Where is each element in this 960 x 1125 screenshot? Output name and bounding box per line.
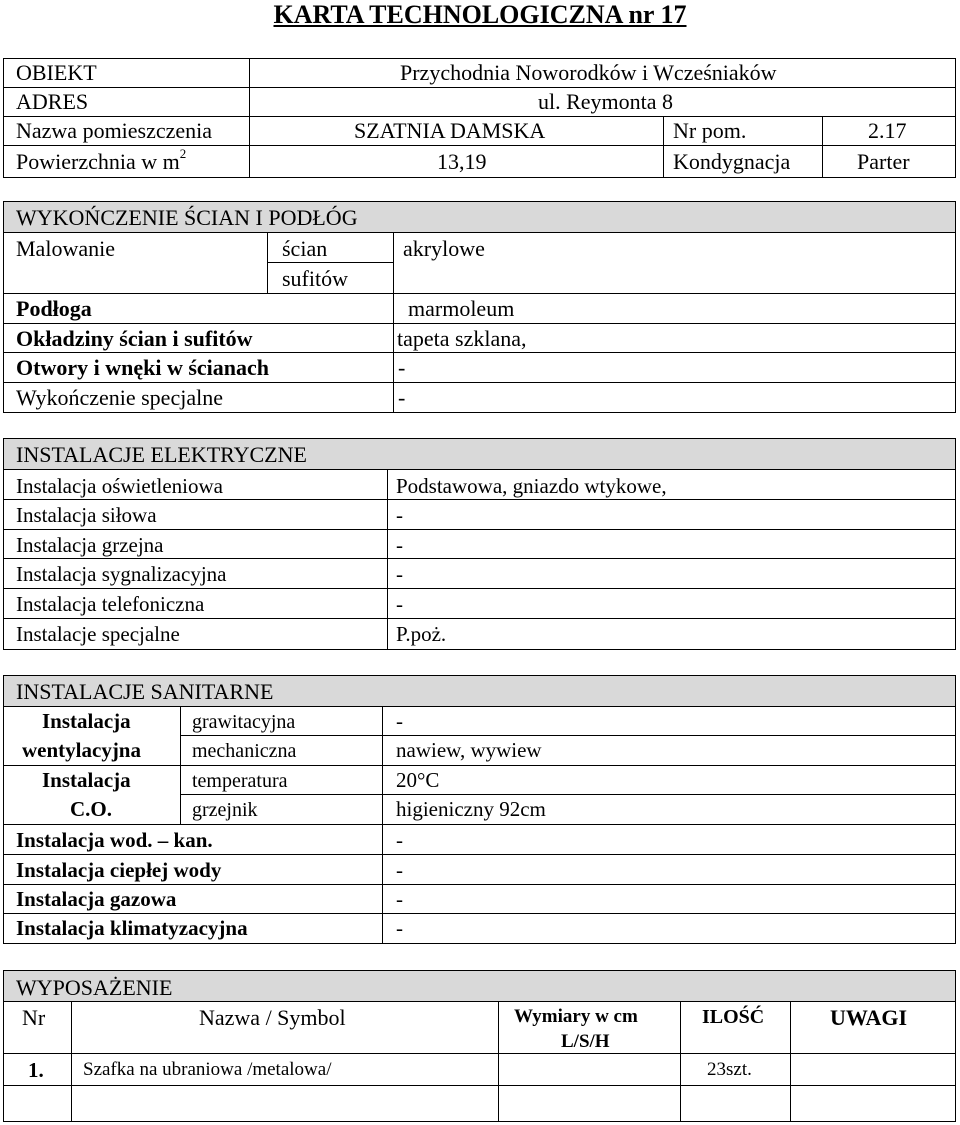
malowanie-sufitow: sufitów <box>282 266 348 291</box>
sanitarne-header: INSTALACJE SANITARNE <box>16 679 274 704</box>
elektryczne-row-value: - <box>396 503 403 527</box>
temperatura-label: temperatura <box>192 770 288 792</box>
powierzchnia-value: 13,19 <box>437 149 487 174</box>
elektryczne-row-value: - <box>396 592 403 616</box>
okladziny-label: Okładziny ścian i sufitów <box>16 326 253 351</box>
nazwa-pomieszczenia-label: Nazwa pomieszczenia <box>16 118 213 143</box>
kondygnacja-label: Kondygnacja <box>673 149 791 174</box>
elektryczne-header: INSTALACJE ELEKTRYCZNE <box>16 442 307 467</box>
grawitacyjna-value: - <box>396 709 403 733</box>
sanitarne-row-label: Instalacja klimatyzacyjna <box>16 916 248 940</box>
wentylacja-label: Instalacja <box>42 709 131 733</box>
wyposazenie-header: WYPOSAŻENIE <box>16 975 173 1000</box>
item-ilosc: 23szt. <box>707 1059 752 1080</box>
malowanie-scian: ścian <box>282 236 328 261</box>
obiekt-value: Przychodnia Noworodków i Wcześniaków <box>400 60 777 85</box>
podloga-label: Podłoga <box>16 296 92 321</box>
adres-value: ul. Reymonta 8 <box>538 89 674 114</box>
item-nazwa: Szafka na ubraniowa /metalowa/ <box>83 1059 332 1080</box>
otwory-label: Otwory i wnęki w ścianach <box>16 355 269 380</box>
elektryczne-row-value: - <box>396 562 403 586</box>
wykonczenie-specjalne-label: Wykończenie specjalne <box>16 385 223 410</box>
elektryczne-row-value: Podstawowa, gniazdo wtykowe, <box>396 474 667 498</box>
grawitacyjna-label: grawitacyjna <box>192 711 296 733</box>
temperatura-value: 20°C <box>396 768 440 792</box>
mechaniczna-label: mechaniczna <box>192 740 297 762</box>
item-nr: 1. <box>28 1058 44 1082</box>
mechaniczna-value: nawiew, wywiew <box>396 738 542 762</box>
malowanie-label: Malowanie <box>16 236 115 261</box>
sanitarne-row-label: Instalacja gazowa <box>16 887 177 911</box>
grzejnik-value: higieniczny 92cm <box>396 797 546 821</box>
sanitarne-row-value: - <box>396 887 403 911</box>
okladziny-value: tapeta szklana, <box>397 326 527 351</box>
malowanie-value: akrylowe <box>403 236 485 261</box>
wentylacja-label: wentylacyjna <box>22 738 141 762</box>
col-nr-header: Nr <box>22 1005 46 1030</box>
col-wymiary-header: Wymiary w cm <box>514 1006 638 1027</box>
wykonczenie-header: WYKOŃCZENIE ŚCIAN I PODŁÓG <box>16 205 358 230</box>
powierzchnia-label: Powierzchnia w $m^2$ <box>16 146 187 174</box>
otwory-value: - <box>398 355 406 380</box>
col-uwagi-header: UWAGI <box>830 1005 908 1030</box>
elektryczne-row-label: Instalacje specjalne <box>16 622 180 646</box>
co-label: Instalacja <box>42 768 131 792</box>
nr-pom-label: Nr pom. <box>673 118 747 143</box>
col-wymiary-header: L/S/H <box>561 1031 610 1052</box>
elektryczne-row-label: Instalacja grzejna <box>16 533 164 557</box>
elektryczne-row-value: P.poż. <box>396 622 447 646</box>
sanitarne-row-label: Instalacja wod. – kan. <box>16 828 213 852</box>
elektryczne-row-label: Instalacja siłowa <box>16 503 157 527</box>
elektryczne-row-label: Instalacja sygnalizacyjna <box>16 562 227 586</box>
obiekt-label: OBIEKT <box>16 60 97 85</box>
sanitarne-row-label: Instalacja ciepłej wody <box>16 858 222 882</box>
adres-label: ADRES <box>16 89 89 114</box>
elektryczne-row-value: - <box>396 533 403 557</box>
wykonczenie-specjalne-value: - <box>398 385 406 410</box>
col-nazwa-header: Nazwa / Symbol <box>199 1005 346 1030</box>
sanitarne-row-value: - <box>396 828 403 852</box>
document-title: KARTA TECHNOLOGICZNA nr 17 <box>273 0 687 29</box>
elektryczne-row-label: Instalacja oświetleniowa <box>16 474 224 498</box>
nazwa-pomieszczenia-value: SZATNIA DAMSKA <box>354 118 546 143</box>
grzejnik-label: grzejnik <box>192 799 258 821</box>
col-ilosc-header: ILOŚĆ <box>702 1006 765 1028</box>
kondygnacja-value: Parter <box>857 149 910 174</box>
nr-pom-value: 2.17 <box>868 118 907 143</box>
sanitarne-row-value: - <box>396 858 403 882</box>
elektryczne-row-label: Instalacja telefoniczna <box>16 592 205 616</box>
sanitarne-row-value: - <box>396 916 403 940</box>
podloga-value: marmoleum <box>408 296 515 321</box>
co-label: C.O. <box>70 797 112 821</box>
